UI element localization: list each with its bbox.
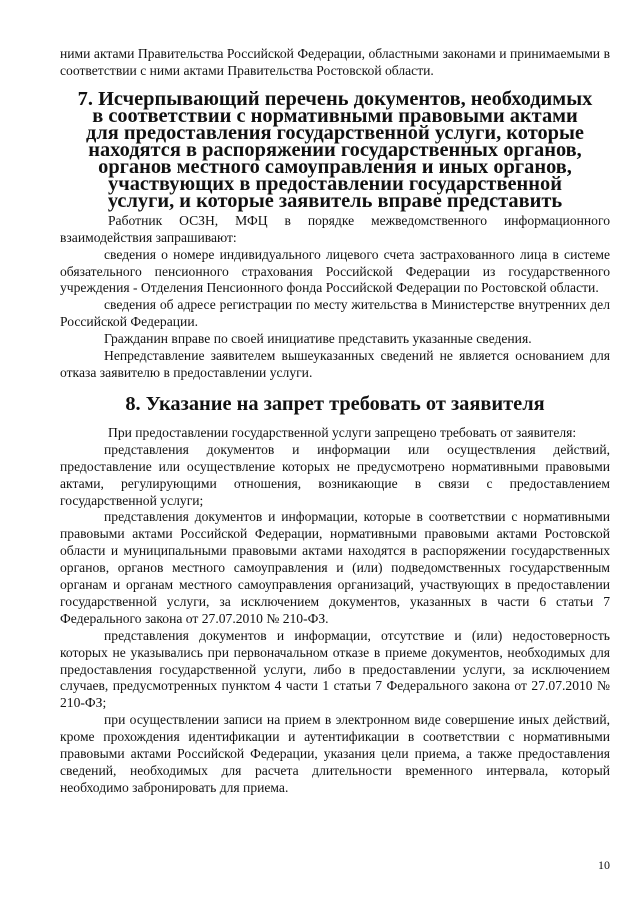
section-7-heading: 7. Исчерпывающий перечень документов, необходимых в соответствии с нормативными правовыми актами для предоставления государственной услуги, которые находятся в распоряжении государственных органов, органов местного самоуправления и иных органов, участвующих в предоставлении государственной услуги, и которые заявитель вправе представить (77, 87, 593, 212)
section-8-paragraph: При предоставлении государственной услуги запрещено требовать от заявителя: (108, 424, 577, 440)
section-7-paragraph: Непредставление заявителем вышеуказанных сведений не является основанием для отказа заявителю в предоставлении услуги. (60, 348, 610, 380)
section-8-paragraph: представления документов и информации или осуществления действий, предоставление или осуществление которых не предусмотрено нормативными правовыми актами, регулирующими отношения, возникающие в связи с предоставлением государственной услуги; (60, 441, 610, 508)
section-8-paragraph: представления документов и информации, отсутствие и (или) недостоверность которых не указывались при первоначальном отказе в приеме документов, необходимых для предоставления государственной услуги, либо в предоставлении услуги, за исключением случаев, предусмотренных пунктом 4 части 1 статьи 7 Федерального закона от 27.07.2010 № 210-ФЗ; (60, 627, 610, 711)
section-8-paragraph: представления документов и информации, которые в соответствии с нормативными правовыми актами Российской Федерации, нормативными правовыми актами Ростовской области и муниципальными правовыми актами находятся в распоряжении государственных органов, органов местного самоуправления и (или) подведомственных государственным органам и органам местного самоуправления организаций, участвующих в предоставлении государственной услуги, за исключением документов, указанных в части 6 статьи 7 Федерального закона от 27.07.2010 № 210-ФЗ. (60, 509, 610, 626)
document-page (60, 46, 610, 797)
section-7-paragraph: Работник ОСЗН, МФЦ в порядке межведомственного информационного взаимодействия запрашивают: (60, 212, 610, 245)
page-number: 10 (598, 858, 610, 872)
intro-paragraph: ними актами Правительства Российской Федерации, областными законами и принимаемыми в соответствии с ними актами Правительства Ростовской области. (60, 46, 610, 78)
section-8-heading: 8. Указание на запрет требовать от заявителя (125, 392, 545, 415)
section-7-paragraph: сведения о номере индивидуального лицевого счета застрахованного лица в системе обязательного пенсионного страхования Российской Федерации из государственного учреждения - Отделения Пенсионного фонда Российской Федерации по Ростовской области. (60, 246, 610, 296)
section-8-paragraph: при осуществлении записи на прием в электронном виде совершение иных действий, кроме прохождения идентификации и аутентификации в соответствии с нормативными правовыми актами Российской Федерации, указания цели приема, а также предоставления сведений, необходимых для расчета длительности временного интервала, который необходимо забронировать для приема. (60, 712, 610, 795)
section-7-paragraph: сведения об адресе регистрации по месту жительства в Министерстве внутренних дел Российской Федерации. (60, 297, 610, 330)
section-7-paragraph: Гражданин вправе по своей инициативе представить указанные сведения. (104, 331, 532, 347)
